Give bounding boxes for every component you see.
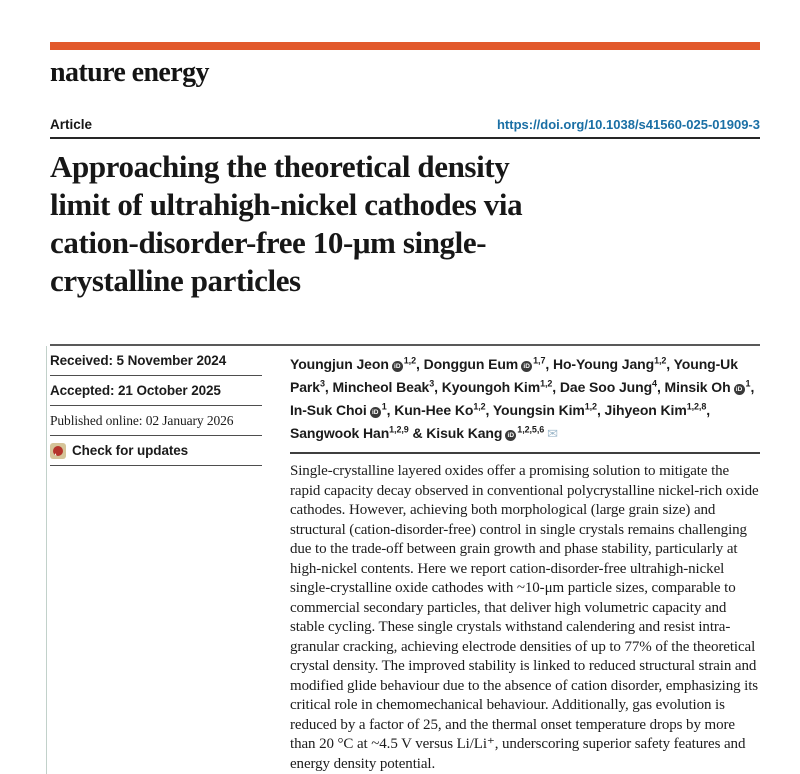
- author-affiliation-superscript: 1,2: [540, 378, 553, 389]
- check-for-updates-link[interactable]: [50, 436, 262, 466]
- article-title-line: Approaching the theoretical density: [50, 149, 510, 184]
- author-name: Jihyeon Kim: [604, 402, 687, 418]
- article-meta-columns: [50, 346, 760, 774]
- abstract-text: Single-crystalline layered oxides offer a promising solution to mitigate the rapid capacity decay observed in conventional polycrystalline nickel-rich oxide cathodes. However, achieving both morphological (large grain size) and structural (cation-disorder-free) control in single crystals remains challenging due to the trade-off between grain growth and phase stability, particularly at high-nickel contents. Here we report cation-disorder-free ultrahigh-nickel single-crystalline oxide cathodes with ~10-μm particle sizes, comparable to commercial secondary particles, that deliver high volumetric capacity and stable cycling. These single crystals withstand calendering and resist intra-granular cracking, achieving electrode densities of up to 77% of the theoretical crystal density. The improved stability is linked to reduced structural strain and modified glide behaviour due to the absence of cation disorder, emphasizing its critical role in chemomechanical behaviour. Additionally, gas evolution is reduced by a factor of 25, and the thermal onset temperature drops by more than 20 °C at ~4.5 V versus Li/Li⁺, underscoring superior safety features and energy density potential.: [290, 463, 759, 772]
- author-name: Sangwook Han: [290, 425, 390, 441]
- orcid-icon[interactable]: iD: [521, 361, 532, 372]
- dates-panel: [50, 346, 262, 774]
- author-affiliation-superscript: 1,2: [403, 355, 416, 366]
- article-title: [50, 148, 760, 300]
- author-name: Youngjun Jeon: [290, 356, 389, 372]
- author-list: Youngjun Jeon iD$^{1,2}$, Donggun Eum iD$^{1,7}$, Ho-Young Jang$^{1,2}$, Young-Uk Park$^3$, Mincheol Beak$^3$, Kyoungoh Kim$^{1,2}$, Dae Soo Jung$^4$, Minsik Oh $iD^1$, In-Suk Choi $iD^1$, Kun-Hee Ko$^{1,2}$, Youngsin Kim$^{1,2}$, Jihyeon Kim$^{1,2,8}$, Sangwook Han$^{1,2,9}$ & Kisuk Kang iD$^{1,2,5,6}$ ✉: [290, 355, 755, 441]
- orcid-icon[interactable]: iD: [734, 384, 745, 395]
- divider-heavy: [50, 137, 760, 139]
- author-affiliation-superscript: 4: [652, 378, 657, 389]
- author-name: Youngsin Kim: [492, 402, 585, 418]
- author-name: Kun-Hee Ko: [394, 402, 474, 418]
- author-name: Dae Soo Jung: [559, 379, 653, 395]
- orcid-icon[interactable]: iD: [392, 361, 403, 372]
- author-affiliation-superscript: 1,2,9: [389, 424, 409, 435]
- author-affiliation-superscript: 3: [319, 378, 325, 389]
- author-affiliation-superscript: 1,2: [473, 401, 486, 412]
- author-affiliation-superscript: 1,2: [584, 401, 597, 412]
- journal-accent-bar: [50, 42, 760, 50]
- article-body-column: [290, 346, 760, 774]
- email-icon[interactable]: ✉: [547, 426, 558, 441]
- author-affiliation-superscript: 1,7: [533, 355, 546, 366]
- crossmark-icon: [50, 443, 66, 459]
- author-affiliation-superscript: 1,2,8: [686, 401, 707, 412]
- author-affiliation-superscript: 1,2,5,6: [517, 424, 545, 435]
- accepted-date: Accepted: 21 October 2025: [50, 376, 262, 406]
- author-name: Ho-Young Jang: [552, 356, 655, 372]
- journal-logo: nature energy: [50, 57, 209, 88]
- masthead: [50, 57, 760, 89]
- author-affiliation-superscript: 1: [745, 378, 751, 389]
- article-title-line: cation-disorder-free 10-μm single-: [50, 225, 487, 260]
- author-affiliation-superscript: 1: [381, 401, 387, 412]
- article-title-line: crystalline particles: [50, 263, 301, 298]
- orcid-icon[interactable]: iD: [370, 407, 381, 418]
- author-name: Donggun Eum: [423, 356, 519, 372]
- doi-link[interactable]: https://doi.org/10.1038/s41560-025-01909-3: [496, 117, 760, 132]
- author-name: Minsik Oh: [664, 379, 731, 395]
- author-name: In-Suk Choi: [290, 402, 367, 418]
- published-date: Published online: 02 January 2026: [50, 406, 262, 436]
- divider-thin: [290, 452, 760, 454]
- author-name: Kyoungoh Kim: [441, 379, 541, 395]
- check-for-updates-label: Check for updates: [72, 443, 189, 458]
- received-date: Received: 5 November 2024: [50, 346, 262, 376]
- author-name: Mincheol Beak: [332, 379, 430, 395]
- author-name: Young-Uk Park: [290, 356, 738, 395]
- author-name: Kisuk Kang: [426, 425, 503, 441]
- author-affiliation-superscript: 1,2: [654, 355, 667, 366]
- article-title-line: limit of ultrahigh-nickel cathodes via: [50, 187, 523, 222]
- article-type-label: Article: [50, 117, 93, 132]
- author-affiliation-superscript: 3: [429, 378, 435, 389]
- orcid-icon[interactable]: iD: [505, 430, 516, 441]
- article-kicker-row: [50, 117, 760, 132]
